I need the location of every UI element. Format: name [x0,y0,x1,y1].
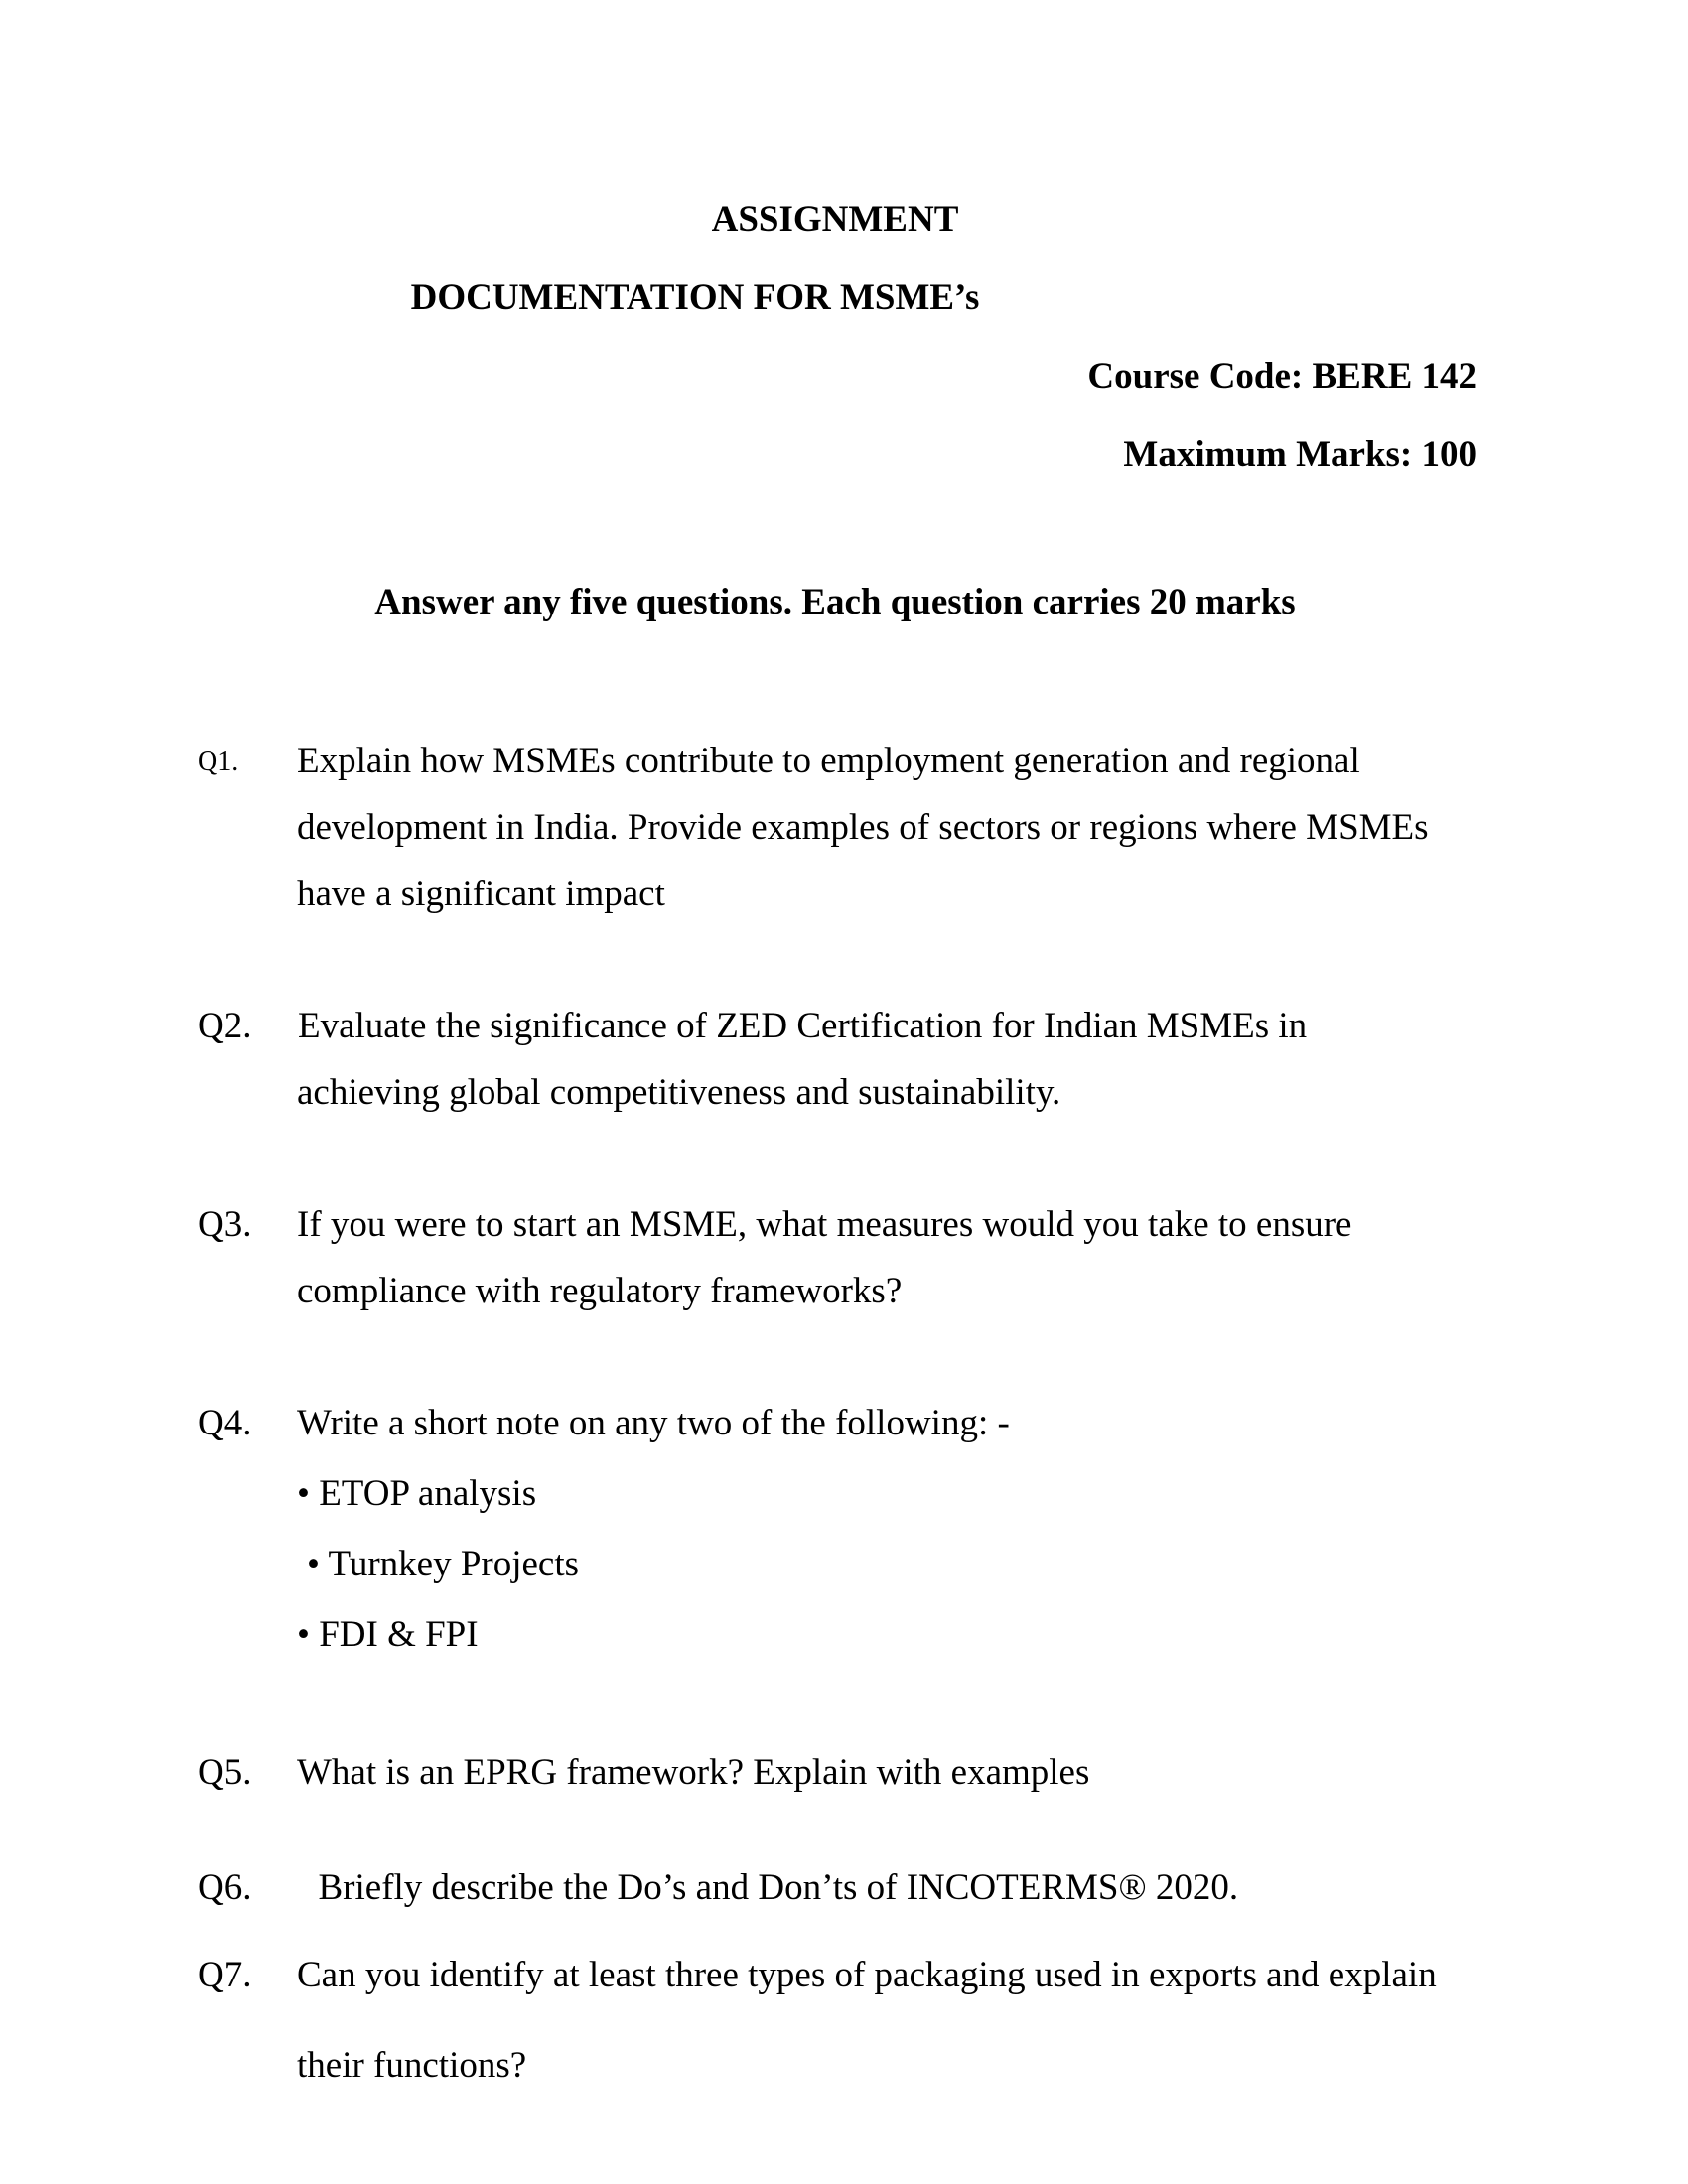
document-title: ASSIGNMENT [711,200,959,240]
question-q2-line-2: achieving global competitiveness and sustainability. [297,1072,1061,1113]
question-q1-line-2: development in India. Provide examples of sectors or regions where MSMEs [297,807,1429,848]
question-number-q5: Q5. [198,1752,252,1793]
question-q3-line-1: If you were to start an MSME, what measures would you take to ensure [297,1204,1352,1245]
question-number-q7: Q7. [198,1955,252,1995]
question-number-q4: Q4. [198,1403,252,1443]
document-subtitle: DOCUMENTATION FOR MSME’s [410,277,980,318]
question-q1-line-3: have a significant impact [297,874,665,914]
question-q2-line-1: Evaluate the significance of ZED Certification for Indian MSMEs in [298,1006,1308,1046]
question-number-q1: Q1. [198,747,239,777]
question-q5-line-1: What is an EPRG framework? Explain with examples [297,1752,1090,1793]
question-number-q3: Q3. [198,1204,252,1245]
question-number-q2: Q2. [198,1006,252,1046]
question-q4-bullet-2: • Turnkey Projects [307,1544,580,1584]
course-code: Course Code: BERE 142 [1087,356,1477,397]
question-q3-line-2: compliance with regulatory frameworks? [297,1271,903,1311]
question-q6-line-1: Briefly describe the Do’s and Don’ts of INCOTERMS® 2020. [300,1867,1239,1908]
question-q4-bullet-1: • ETOP analysis [297,1473,537,1514]
question-number-q6: Q6. [198,1867,252,1908]
maximum-marks: Maximum Marks: 100 [1123,434,1477,475]
question-q4-line-1: Write a short note on any two of the following: - [297,1403,1010,1443]
question-q7-line-2: their functions? [297,2045,527,2086]
question-q1-line-1: Explain how MSMEs contribute to employment generation and regional [297,741,1360,781]
question-q4-bullet-3: • FDI & FPI [297,1614,479,1655]
instructions: Answer any five questions. Each question carries 20 marks [374,582,1296,622]
question-q7-line-1: Can you identify at least three types of packaging used in exports and explain [297,1955,1437,1995]
